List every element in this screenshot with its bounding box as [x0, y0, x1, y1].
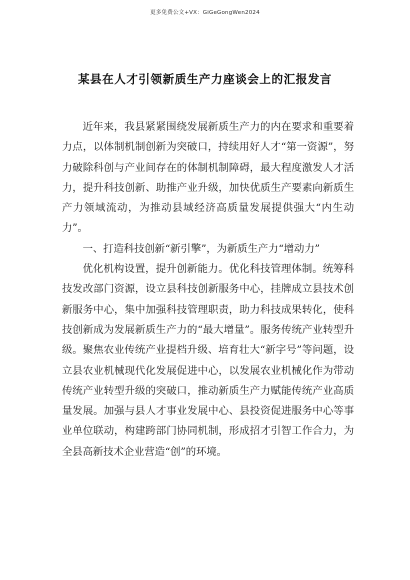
- paragraph-section-1: 优化机构设置，提升创新能力。优化科技管理体制。统筹科技发改部门资源，设立县科技创新服务中心，挂牌成立县技术创新服务中心，集中加强科技管理职责，助力科技成果转化，使科技创新成为发展新质生产力的“最大增量”。服务传统产业转型升级。聚焦农业传统产业提档升级、培育壮大“新字号”等问题，设立县农业机械现代化发展促进中心，以发展农业机械化作为带动传统产业转型升级的突破口，推动新质生产力赋能传统产业高质量发展。加强与县人才事业发展中心、县投资促进服务中心等事业单位联动，构建跨部门协同机制，形成招才引智工作合力，为全县高新技术企业营造“创”的环境。: [62, 263, 354, 458]
- header-note: 更多免费公文+VX：GiGeGongWen2024: [150, 10, 260, 16]
- paragraph-intro: 近年来，我县紧紧围绕发展新质生产力的内在要求和重要着力点，以体制机制创新为突破口，持续用好人才“第一资源”，努力破除科创与产业间存在的体制机制障碍，最大程度激发人才活力，提升科技创新、助推产业升级，加快优质生产要素向新质生产力领域流动，为推动县域经济高质量发展提供强大“内生动力”。: [62, 121, 354, 235]
- section-heading-1: 一、打造科技创新“新引擎”，为新质生产力“增动力”: [82, 242, 320, 255]
- document-body: [62, 117, 354, 462]
- document-title: 某县在人才引领新质生产力座谈会上的汇报发言: [77, 72, 333, 86]
